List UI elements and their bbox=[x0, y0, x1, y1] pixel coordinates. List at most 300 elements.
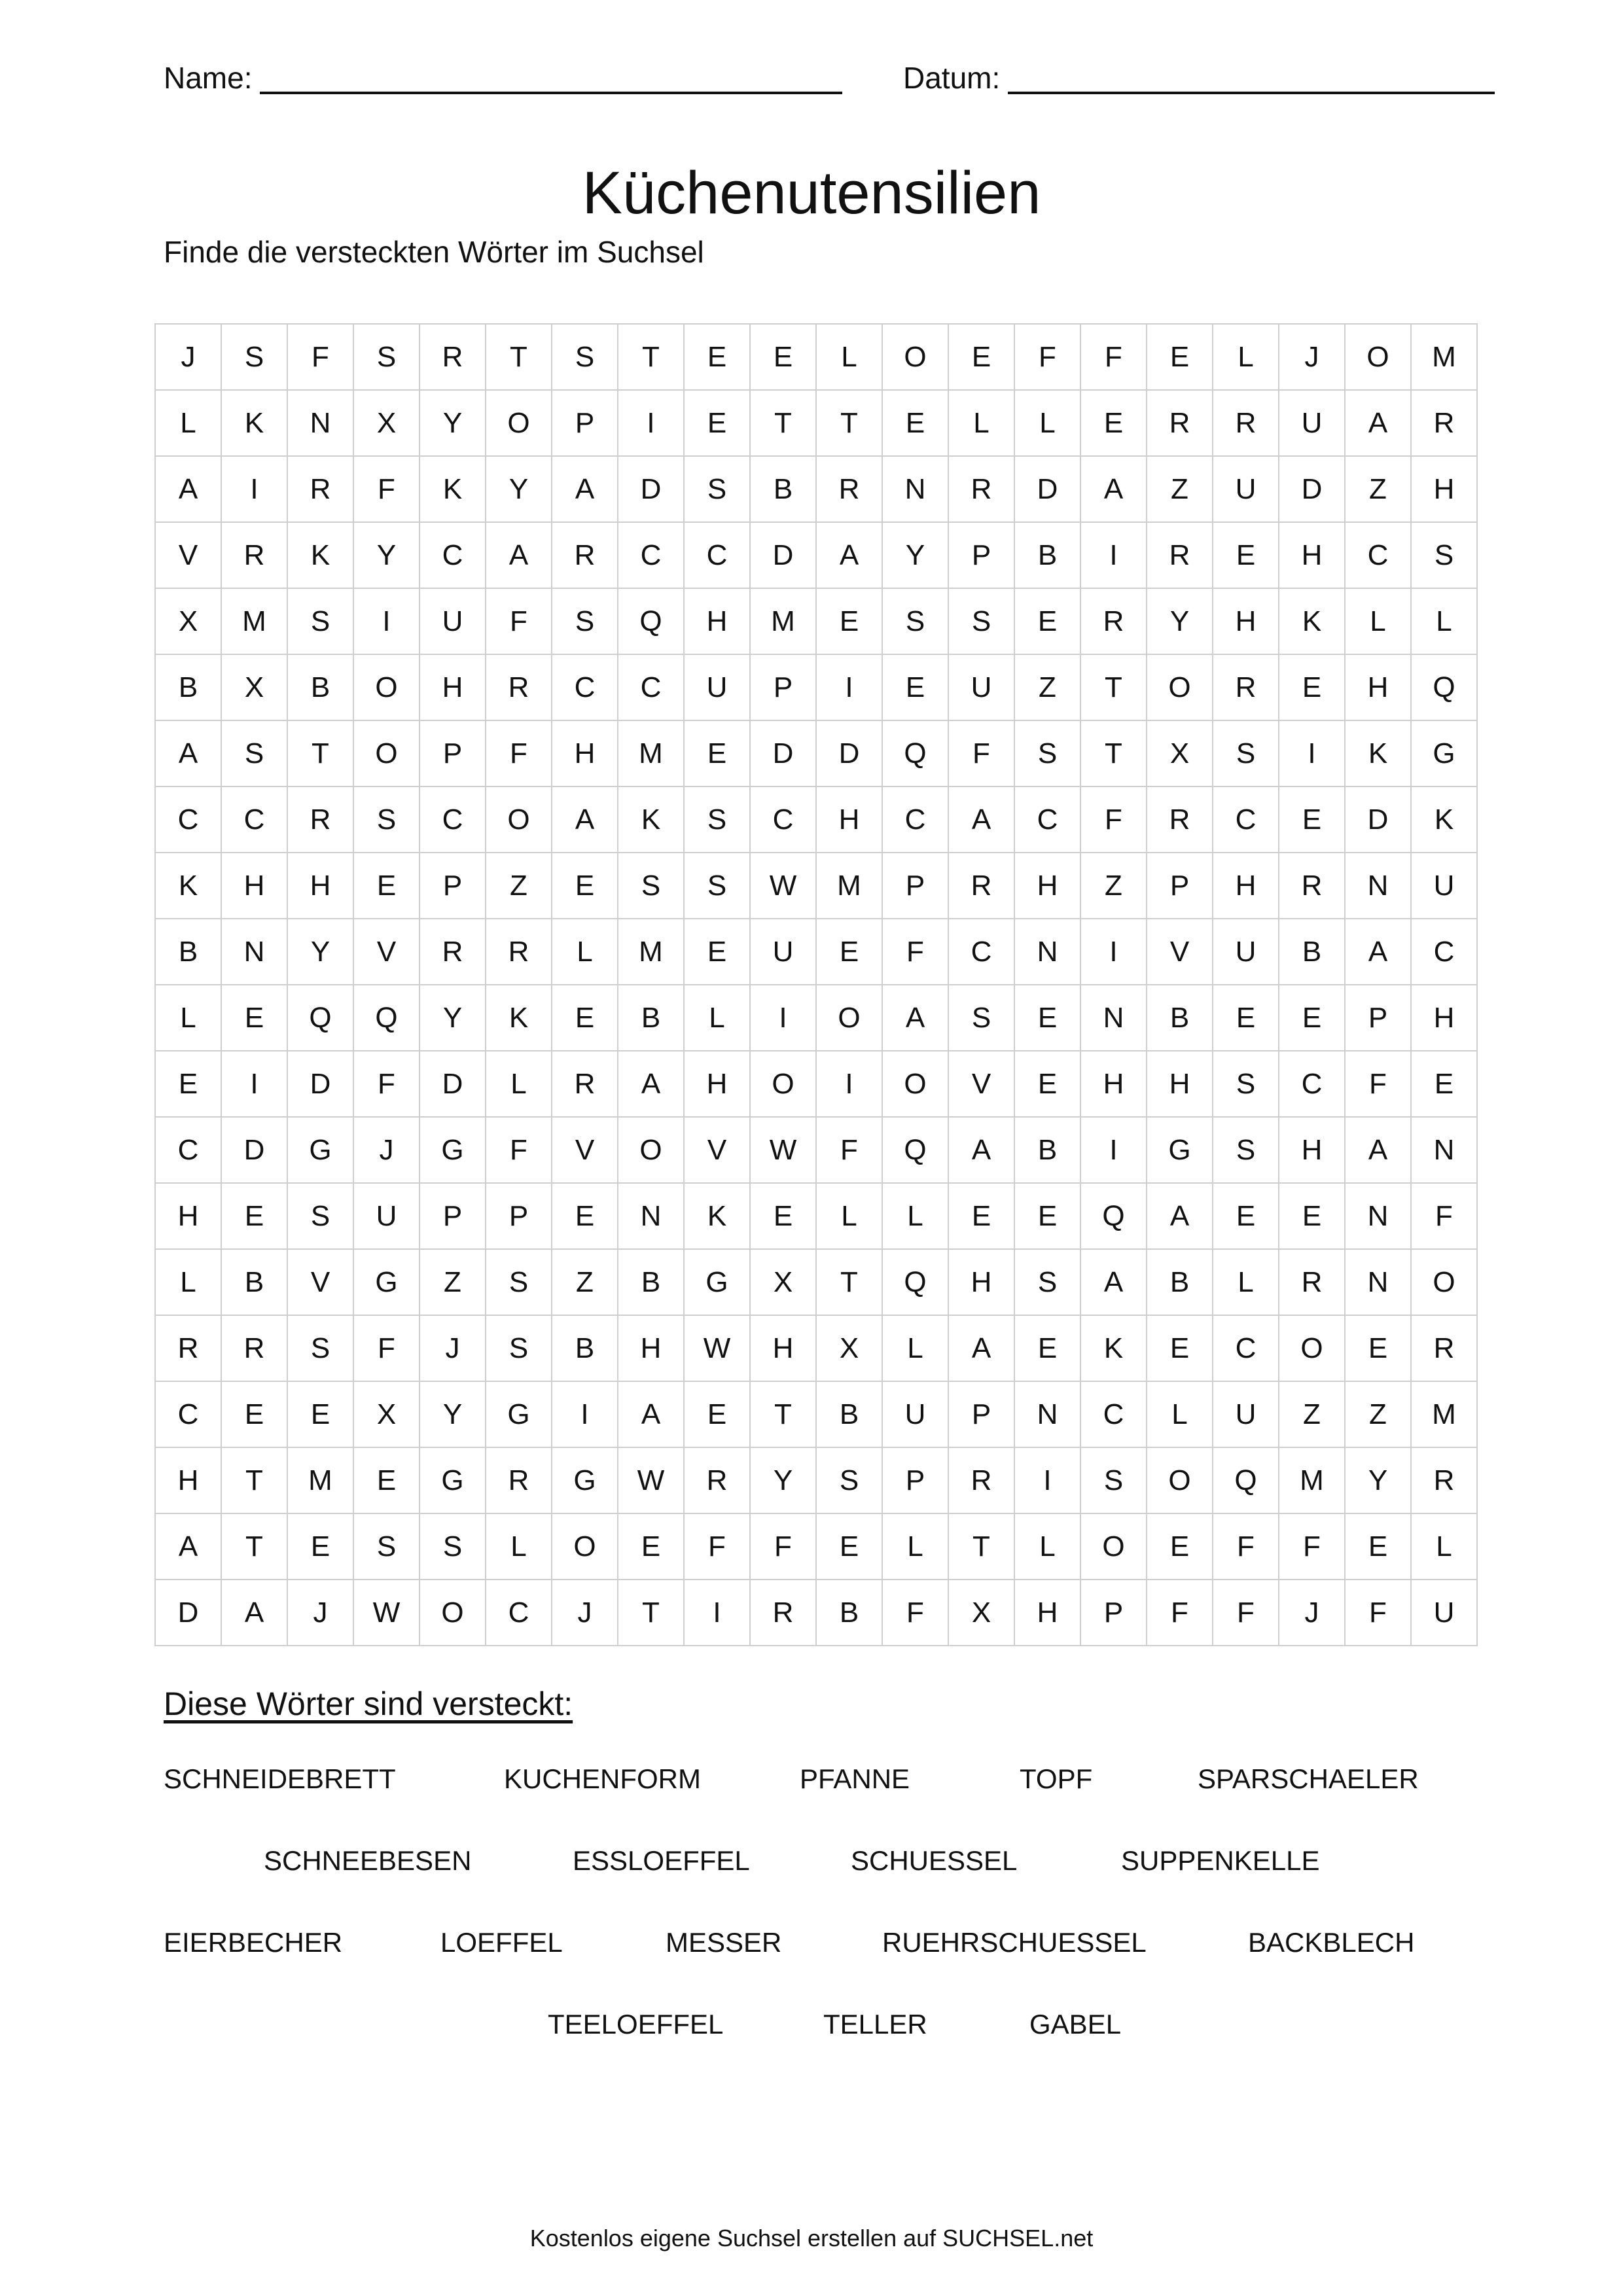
grid-cell[interactable]: N bbox=[288, 391, 354, 457]
grid-cell[interactable]: A bbox=[156, 457, 222, 523]
grid-cell[interactable]: A bbox=[1081, 1250, 1147, 1316]
grid-cell[interactable]: A bbox=[817, 523, 883, 589]
grid-cell[interactable]: B bbox=[156, 655, 222, 721]
grid-cell[interactable]: K bbox=[685, 1184, 751, 1250]
grid-cell[interactable]: N bbox=[1346, 1250, 1412, 1316]
grid-cell[interactable]: S bbox=[1213, 1118, 1279, 1184]
grid-cell[interactable]: E bbox=[354, 1448, 420, 1514]
grid-cell[interactable]: F bbox=[354, 1051, 420, 1118]
grid-cell[interactable]: O bbox=[354, 721, 420, 787]
grid-cell[interactable]: E bbox=[288, 1382, 354, 1448]
grid-cell[interactable]: E bbox=[222, 985, 288, 1051]
grid-cell[interactable]: L bbox=[156, 391, 222, 457]
grid-cell[interactable]: R bbox=[1147, 523, 1213, 589]
grid-cell[interactable]: H bbox=[156, 1448, 222, 1514]
grid-cell[interactable]: C bbox=[1081, 1382, 1147, 1448]
grid-cell[interactable]: D bbox=[751, 523, 817, 589]
grid-cell[interactable]: J bbox=[552, 1580, 618, 1646]
grid-cell[interactable]: F bbox=[883, 1580, 949, 1646]
grid-cell[interactable]: T bbox=[288, 721, 354, 787]
grid-cell[interactable]: L bbox=[1213, 1250, 1279, 1316]
grid-cell[interactable]: S bbox=[949, 985, 1015, 1051]
grid-cell[interactable]: H bbox=[1213, 853, 1279, 919]
grid-cell[interactable]: A bbox=[618, 1382, 685, 1448]
grid-cell[interactable]: O bbox=[552, 1514, 618, 1580]
grid-cell[interactable]: Z bbox=[486, 853, 552, 919]
grid-cell[interactable]: Z bbox=[1346, 457, 1412, 523]
grid-cell[interactable]: P bbox=[751, 655, 817, 721]
grid-cell[interactable]: D bbox=[817, 721, 883, 787]
grid-cell[interactable]: F bbox=[685, 1514, 751, 1580]
grid-cell[interactable]: W bbox=[751, 1118, 817, 1184]
grid-cell[interactable]: H bbox=[1412, 457, 1478, 523]
grid-cell[interactable]: A bbox=[949, 1316, 1015, 1382]
grid-cell[interactable]: Q bbox=[1412, 655, 1478, 721]
grid-cell[interactable]: R bbox=[1213, 391, 1279, 457]
grid-cell[interactable]: G bbox=[420, 1448, 486, 1514]
grid-cell[interactable]: L bbox=[883, 1316, 949, 1382]
grid-cell[interactable]: Q bbox=[883, 1250, 949, 1316]
grid-cell[interactable]: R bbox=[1213, 655, 1279, 721]
grid-cell[interactable]: I bbox=[222, 457, 288, 523]
grid-cell[interactable]: L bbox=[1346, 589, 1412, 655]
grid-cell[interactable]: T bbox=[817, 1250, 883, 1316]
grid-cell[interactable]: L bbox=[1147, 1382, 1213, 1448]
grid-cell[interactable]: G bbox=[1147, 1118, 1213, 1184]
grid-cell[interactable]: E bbox=[354, 853, 420, 919]
grid-cell[interactable]: Q bbox=[618, 589, 685, 655]
grid-cell[interactable]: V bbox=[1147, 919, 1213, 985]
grid-cell[interactable]: E bbox=[817, 919, 883, 985]
grid-cell[interactable]: F bbox=[1147, 1580, 1213, 1646]
grid-cell[interactable]: I bbox=[1081, 1118, 1147, 1184]
grid-cell[interactable]: E bbox=[1147, 1316, 1213, 1382]
grid-cell[interactable]: I bbox=[1081, 523, 1147, 589]
grid-cell[interactable]: C bbox=[1279, 1051, 1346, 1118]
grid-cell[interactable]: E bbox=[552, 985, 618, 1051]
grid-cell[interactable]: X bbox=[156, 589, 222, 655]
grid-cell[interactable]: C bbox=[618, 523, 685, 589]
grid-cell[interactable]: O bbox=[354, 655, 420, 721]
grid-cell[interactable]: E bbox=[222, 1184, 288, 1250]
grid-cell[interactable]: L bbox=[817, 325, 883, 391]
grid-cell[interactable]: S bbox=[1412, 523, 1478, 589]
grid-cell[interactable]: R bbox=[1279, 853, 1346, 919]
grid-cell[interactable]: E bbox=[1279, 787, 1346, 853]
grid-cell[interactable]: L bbox=[1015, 391, 1081, 457]
grid-cell[interactable]: E bbox=[817, 589, 883, 655]
grid-cell[interactable]: H bbox=[685, 1051, 751, 1118]
grid-cell[interactable]: T bbox=[817, 391, 883, 457]
grid-cell[interactable]: O bbox=[1412, 1250, 1478, 1316]
grid-cell[interactable]: C bbox=[222, 787, 288, 853]
grid-cell[interactable]: H bbox=[1015, 853, 1081, 919]
grid-cell[interactable]: V bbox=[156, 523, 222, 589]
grid-cell[interactable]: M bbox=[222, 589, 288, 655]
grid-cell[interactable]: F bbox=[1412, 1184, 1478, 1250]
grid-cell[interactable]: F bbox=[1346, 1580, 1412, 1646]
grid-cell[interactable]: P bbox=[949, 1382, 1015, 1448]
grid-cell[interactable]: B bbox=[1147, 985, 1213, 1051]
grid-cell[interactable]: V bbox=[354, 919, 420, 985]
grid-cell[interactable]: C bbox=[685, 523, 751, 589]
grid-cell[interactable]: I bbox=[618, 391, 685, 457]
grid-cell[interactable]: C bbox=[156, 1118, 222, 1184]
grid-cell[interactable]: E bbox=[222, 1382, 288, 1448]
grid-cell[interactable]: B bbox=[1015, 523, 1081, 589]
grid-cell[interactable]: Y bbox=[288, 919, 354, 985]
grid-cell[interactable]: K bbox=[420, 457, 486, 523]
grid-cell[interactable]: G bbox=[288, 1118, 354, 1184]
grid-cell[interactable]: X bbox=[222, 655, 288, 721]
grid-cell[interactable]: R bbox=[949, 1448, 1015, 1514]
grid-cell[interactable]: I bbox=[751, 985, 817, 1051]
grid-cell[interactable]: H bbox=[949, 1250, 1015, 1316]
grid-cell[interactable]: H bbox=[1081, 1051, 1147, 1118]
grid-cell[interactable]: R bbox=[222, 1316, 288, 1382]
grid-cell[interactable]: Z bbox=[552, 1250, 618, 1316]
grid-cell[interactable]: P bbox=[420, 1184, 486, 1250]
grid-cell[interactable]: E bbox=[156, 1051, 222, 1118]
grid-cell[interactable]: E bbox=[883, 391, 949, 457]
grid-cell[interactable]: S bbox=[618, 853, 685, 919]
grid-cell[interactable]: S bbox=[949, 589, 1015, 655]
grid-cell[interactable]: Q bbox=[288, 985, 354, 1051]
grid-cell[interactable]: D bbox=[1015, 457, 1081, 523]
grid-cell[interactable]: R bbox=[486, 1448, 552, 1514]
grid-cell[interactable]: G bbox=[354, 1250, 420, 1316]
grid-cell[interactable]: E bbox=[1147, 1514, 1213, 1580]
grid-cell[interactable]: Y bbox=[486, 457, 552, 523]
grid-cell[interactable]: W bbox=[354, 1580, 420, 1646]
grid-cell[interactable]: R bbox=[486, 919, 552, 985]
grid-cell[interactable]: T bbox=[949, 1514, 1015, 1580]
grid-cell[interactable]: O bbox=[1081, 1514, 1147, 1580]
grid-cell[interactable]: B bbox=[817, 1580, 883, 1646]
grid-cell[interactable]: V bbox=[552, 1118, 618, 1184]
grid-cell[interactable]: S bbox=[552, 589, 618, 655]
grid-cell[interactable]: R bbox=[949, 457, 1015, 523]
grid-cell[interactable]: R bbox=[1279, 1250, 1346, 1316]
grid-cell[interactable]: F bbox=[1081, 325, 1147, 391]
grid-cell[interactable]: A bbox=[883, 985, 949, 1051]
grid-cell[interactable]: M bbox=[288, 1448, 354, 1514]
grid-cell[interactable]: L bbox=[156, 1250, 222, 1316]
grid-cell[interactable]: C bbox=[156, 1382, 222, 1448]
grid-cell[interactable]: A bbox=[156, 721, 222, 787]
grid-cell[interactable]: M bbox=[618, 721, 685, 787]
grid-cell[interactable]: S bbox=[486, 1250, 552, 1316]
grid-cell[interactable]: K bbox=[222, 391, 288, 457]
grid-cell[interactable]: N bbox=[1346, 1184, 1412, 1250]
grid-cell[interactable]: I bbox=[354, 589, 420, 655]
grid-cell[interactable]: Z bbox=[1346, 1382, 1412, 1448]
date-field[interactable] bbox=[903, 60, 1495, 96]
grid-cell[interactable]: F bbox=[883, 919, 949, 985]
grid-cell[interactable]: C bbox=[420, 787, 486, 853]
grid-cell[interactable]: R bbox=[1412, 391, 1478, 457]
grid-cell[interactable]: O bbox=[1147, 655, 1213, 721]
grid-cell[interactable]: C bbox=[618, 655, 685, 721]
grid-cell[interactable]: R bbox=[817, 457, 883, 523]
grid-cell[interactable]: U bbox=[1213, 1382, 1279, 1448]
grid-cell[interactable]: N bbox=[1346, 853, 1412, 919]
grid-cell[interactable]: E bbox=[685, 1382, 751, 1448]
grid-cell[interactable]: A bbox=[1147, 1184, 1213, 1250]
grid-cell[interactable]: J bbox=[156, 325, 222, 391]
grid-cell[interactable]: E bbox=[1279, 1184, 1346, 1250]
grid-cell[interactable]: K bbox=[1412, 787, 1478, 853]
grid-cell[interactable]: E bbox=[1015, 985, 1081, 1051]
grid-cell[interactable]: N bbox=[618, 1184, 685, 1250]
grid-cell[interactable]: S bbox=[552, 325, 618, 391]
grid-cell[interactable]: E bbox=[1346, 1514, 1412, 1580]
grid-cell[interactable]: S bbox=[222, 325, 288, 391]
grid-cell[interactable]: L bbox=[1213, 325, 1279, 391]
grid-cell[interactable]: H bbox=[685, 589, 751, 655]
name-line[interactable] bbox=[260, 65, 842, 94]
grid-cell[interactable]: A bbox=[1346, 919, 1412, 985]
grid-cell[interactable]: F bbox=[486, 1118, 552, 1184]
name-field[interactable] bbox=[164, 60, 842, 96]
grid-cell[interactable]: S bbox=[685, 457, 751, 523]
grid-cell[interactable]: E bbox=[949, 1184, 1015, 1250]
grid-cell[interactable]: F bbox=[1213, 1580, 1279, 1646]
grid-cell[interactable]: E bbox=[288, 1514, 354, 1580]
grid-cell[interactable]: U bbox=[685, 655, 751, 721]
grid-cell[interactable]: R bbox=[420, 325, 486, 391]
grid-cell[interactable]: P bbox=[1346, 985, 1412, 1051]
grid-cell[interactable]: R bbox=[1412, 1316, 1478, 1382]
grid-cell[interactable]: H bbox=[1015, 1580, 1081, 1646]
grid-cell[interactable]: E bbox=[685, 391, 751, 457]
grid-cell[interactable]: N bbox=[1081, 985, 1147, 1051]
grid-cell[interactable]: K bbox=[618, 787, 685, 853]
grid-cell[interactable]: T bbox=[751, 391, 817, 457]
grid-cell[interactable]: K bbox=[1279, 589, 1346, 655]
grid-cell[interactable]: H bbox=[1147, 1051, 1213, 1118]
grid-cell[interactable]: U bbox=[1412, 1580, 1478, 1646]
grid-cell[interactable]: L bbox=[1015, 1514, 1081, 1580]
grid-cell[interactable]: L bbox=[1412, 1514, 1478, 1580]
grid-cell[interactable]: E bbox=[1015, 1051, 1081, 1118]
grid-cell[interactable]: N bbox=[1015, 919, 1081, 985]
grid-cell[interactable]: Q bbox=[354, 985, 420, 1051]
grid-cell[interactable]: A bbox=[156, 1514, 222, 1580]
grid-cell[interactable]: D bbox=[1279, 457, 1346, 523]
grid-cell[interactable]: P bbox=[883, 1448, 949, 1514]
grid-cell[interactable]: A bbox=[222, 1580, 288, 1646]
grid-cell[interactable]: C bbox=[486, 1580, 552, 1646]
grid-cell[interactable]: S bbox=[288, 1184, 354, 1250]
grid-cell[interactable]: U bbox=[1213, 919, 1279, 985]
grid-cell[interactable]: B bbox=[222, 1250, 288, 1316]
grid-cell[interactable]: E bbox=[817, 1514, 883, 1580]
grid-cell[interactable]: M bbox=[1412, 325, 1478, 391]
grid-cell[interactable]: G bbox=[552, 1448, 618, 1514]
grid-cell[interactable]: P bbox=[486, 1184, 552, 1250]
grid-cell[interactable]: V bbox=[949, 1051, 1015, 1118]
grid-cell[interactable]: B bbox=[817, 1382, 883, 1448]
grid-cell[interactable]: Y bbox=[420, 985, 486, 1051]
grid-cell[interactable]: F bbox=[817, 1118, 883, 1184]
grid-cell[interactable]: L bbox=[949, 391, 1015, 457]
grid-cell[interactable]: I bbox=[552, 1382, 618, 1448]
grid-cell[interactable]: R bbox=[1412, 1448, 1478, 1514]
grid-cell[interactable]: F bbox=[288, 325, 354, 391]
grid-cell[interactable]: S bbox=[354, 1514, 420, 1580]
grid-cell[interactable]: Q bbox=[1081, 1184, 1147, 1250]
grid-cell[interactable]: N bbox=[1015, 1382, 1081, 1448]
grid-cell[interactable]: S bbox=[1213, 1051, 1279, 1118]
grid-cell[interactable]: P bbox=[420, 721, 486, 787]
grid-cell[interactable]: E bbox=[552, 853, 618, 919]
grid-cell[interactable]: S bbox=[354, 787, 420, 853]
grid-cell[interactable]: G bbox=[685, 1250, 751, 1316]
grid-cell[interactable]: Z bbox=[1081, 853, 1147, 919]
grid-cell[interactable]: B bbox=[156, 919, 222, 985]
grid-cell[interactable]: U bbox=[1279, 391, 1346, 457]
grid-cell[interactable]: A bbox=[1346, 1118, 1412, 1184]
grid-cell[interactable]: L bbox=[486, 1514, 552, 1580]
grid-cell[interactable]: E bbox=[618, 1514, 685, 1580]
grid-cell[interactable]: C bbox=[1213, 1316, 1279, 1382]
grid-cell[interactable]: D bbox=[420, 1051, 486, 1118]
grid-cell[interactable]: C bbox=[420, 523, 486, 589]
grid-cell[interactable]: J bbox=[354, 1118, 420, 1184]
grid-cell[interactable]: M bbox=[618, 919, 685, 985]
grid-cell[interactable]: S bbox=[1081, 1448, 1147, 1514]
grid-cell[interactable]: I bbox=[1015, 1448, 1081, 1514]
grid-cell[interactable]: X bbox=[1147, 721, 1213, 787]
grid-cell[interactable]: Y bbox=[1147, 589, 1213, 655]
grid-cell[interactable]: Z bbox=[420, 1250, 486, 1316]
grid-cell[interactable]: H bbox=[552, 721, 618, 787]
grid-cell[interactable]: E bbox=[1213, 985, 1279, 1051]
grid-cell[interactable]: M bbox=[751, 589, 817, 655]
grid-cell[interactable]: H bbox=[618, 1316, 685, 1382]
grid-cell[interactable]: V bbox=[685, 1118, 751, 1184]
grid-cell[interactable]: E bbox=[685, 325, 751, 391]
grid-cell[interactable]: D bbox=[156, 1580, 222, 1646]
grid-cell[interactable]: S bbox=[222, 721, 288, 787]
grid-cell[interactable]: Z bbox=[1147, 457, 1213, 523]
grid-cell[interactable]: H bbox=[420, 655, 486, 721]
grid-cell[interactable]: U bbox=[949, 655, 1015, 721]
grid-cell[interactable]: F bbox=[1081, 787, 1147, 853]
grid-cell[interactable]: E bbox=[552, 1184, 618, 1250]
grid-cell[interactable]: P bbox=[883, 853, 949, 919]
grid-cell[interactable]: F bbox=[949, 721, 1015, 787]
grid-cell[interactable]: A bbox=[552, 787, 618, 853]
grid-cell[interactable]: R bbox=[1147, 787, 1213, 853]
grid-cell[interactable]: A bbox=[949, 787, 1015, 853]
grid-cell[interactable]: E bbox=[1015, 1184, 1081, 1250]
grid-cell[interactable]: S bbox=[685, 853, 751, 919]
grid-cell[interactable]: B bbox=[1147, 1250, 1213, 1316]
grid-cell[interactable]: Y bbox=[751, 1448, 817, 1514]
grid-cell[interactable]: L bbox=[685, 985, 751, 1051]
grid-cell[interactable]: L bbox=[156, 985, 222, 1051]
grid-cell[interactable]: R bbox=[751, 1580, 817, 1646]
grid-cell[interactable]: C bbox=[751, 787, 817, 853]
grid-cell[interactable]: K bbox=[1081, 1316, 1147, 1382]
grid-cell[interactable]: I bbox=[222, 1051, 288, 1118]
grid-cell[interactable]: I bbox=[1279, 721, 1346, 787]
grid-cell[interactable]: P bbox=[552, 391, 618, 457]
grid-cell[interactable]: A bbox=[1346, 391, 1412, 457]
grid-cell[interactable]: C bbox=[1412, 919, 1478, 985]
grid-cell[interactable]: E bbox=[1346, 1316, 1412, 1382]
grid-cell[interactable]: E bbox=[949, 325, 1015, 391]
grid-cell[interactable]: E bbox=[751, 1184, 817, 1250]
grid-cell[interactable]: F bbox=[1015, 325, 1081, 391]
grid-cell[interactable]: B bbox=[618, 985, 685, 1051]
grid-cell[interactable]: X bbox=[354, 1382, 420, 1448]
grid-cell[interactable]: D bbox=[288, 1051, 354, 1118]
grid-cell[interactable]: H bbox=[1279, 523, 1346, 589]
grid-cell[interactable]: A bbox=[486, 523, 552, 589]
grid-cell[interactable]: O bbox=[883, 1051, 949, 1118]
grid-cell[interactable]: M bbox=[817, 853, 883, 919]
grid-cell[interactable]: R bbox=[949, 853, 1015, 919]
grid-cell[interactable]: R bbox=[1147, 391, 1213, 457]
grid-cell[interactable]: A bbox=[949, 1118, 1015, 1184]
grid-cell[interactable]: O bbox=[1147, 1448, 1213, 1514]
grid-cell[interactable]: O bbox=[618, 1118, 685, 1184]
grid-cell[interactable]: H bbox=[156, 1184, 222, 1250]
grid-cell[interactable]: O bbox=[1279, 1316, 1346, 1382]
grid-cell[interactable]: V bbox=[288, 1250, 354, 1316]
grid-cell[interactable]: S bbox=[883, 589, 949, 655]
grid-cell[interactable]: E bbox=[1412, 1051, 1478, 1118]
grid-cell[interactable]: E bbox=[1213, 1184, 1279, 1250]
grid-cell[interactable]: Y bbox=[420, 1382, 486, 1448]
grid-cell[interactable]: E bbox=[685, 721, 751, 787]
grid-cell[interactable]: Y bbox=[1346, 1448, 1412, 1514]
grid-cell[interactable]: H bbox=[288, 853, 354, 919]
grid-cell[interactable]: F bbox=[1213, 1514, 1279, 1580]
grid-cell[interactable]: U bbox=[1412, 853, 1478, 919]
grid-cell[interactable]: S bbox=[288, 589, 354, 655]
grid-cell[interactable]: U bbox=[751, 919, 817, 985]
grid-cell[interactable]: N bbox=[883, 457, 949, 523]
grid-cell[interactable]: S bbox=[1213, 721, 1279, 787]
grid-cell[interactable]: Y bbox=[883, 523, 949, 589]
grid-cell[interactable]: S bbox=[354, 325, 420, 391]
grid-cell[interactable]: E bbox=[1081, 391, 1147, 457]
grid-cell[interactable]: C bbox=[1346, 523, 1412, 589]
grid-cell[interactable]: N bbox=[222, 919, 288, 985]
grid-cell[interactable]: T bbox=[486, 325, 552, 391]
grid-cell[interactable]: N bbox=[1412, 1118, 1478, 1184]
grid-cell[interactable]: S bbox=[817, 1448, 883, 1514]
grid-cell[interactable]: D bbox=[222, 1118, 288, 1184]
grid-cell[interactable]: X bbox=[354, 391, 420, 457]
grid-cell[interactable]: I bbox=[685, 1580, 751, 1646]
grid-cell[interactable]: B bbox=[751, 457, 817, 523]
grid-cell[interactable]: R bbox=[486, 655, 552, 721]
grid-cell[interactable]: F bbox=[354, 1316, 420, 1382]
grid-cell[interactable]: R bbox=[420, 919, 486, 985]
grid-cell[interactable]: F bbox=[1279, 1514, 1346, 1580]
grid-cell[interactable]: R bbox=[222, 523, 288, 589]
grid-cell[interactable]: R bbox=[1081, 589, 1147, 655]
grid-cell[interactable]: L bbox=[1412, 589, 1478, 655]
grid-cell[interactable]: H bbox=[1412, 985, 1478, 1051]
grid-cell[interactable]: E bbox=[1147, 325, 1213, 391]
grid-cell[interactable]: F bbox=[486, 721, 552, 787]
